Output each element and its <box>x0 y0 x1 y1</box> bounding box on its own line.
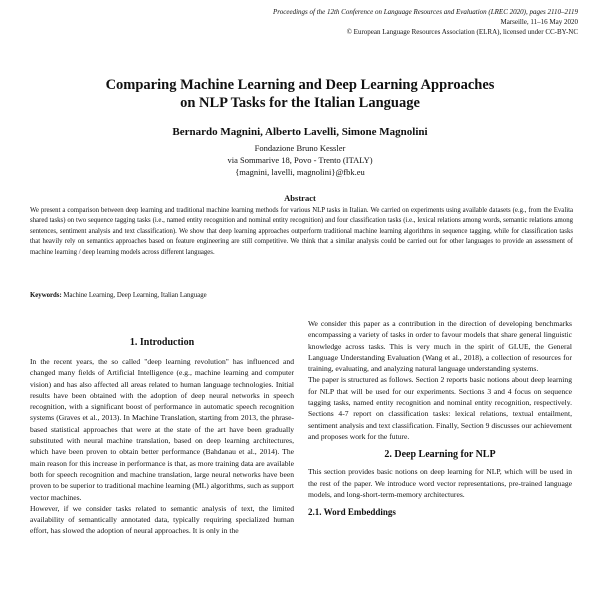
copyright-line: © European Language Resources Association (ELRA), licensed under CC-BY-NC <box>346 28 578 36</box>
keywords <box>30 291 573 301</box>
affiliation-block <box>80 142 520 178</box>
proceedings-line: Proceedings of the 12th Conference on Language Resources and Evaluation (LREC 2020), pages 2110–2119 <box>273 8 578 16</box>
right-paragraph-1: We consider this paper as a contribution in the direction of developing benchmarks encompassing a variety of tasks in order to favour models that share general linguistic knowledge across tasks. This is very much in the spirit of GLUE, the General Language Understanding Evaluation (Wang et al., 2018), a collection of resources for training, evaluating, and analyzing natural language understanding systems. <box>308 319 572 374</box>
address: via Sommarive 18, Povo - Trento (ITALY) <box>227 155 373 165</box>
abstract-text: We present a comparison between deep learning and traditional machine learning methods for various NLP tasks in Italian. We carried on experiments using available datasets (e.g., from the Evalita shared tasks) on two sequence tagging tasks (i.e., named entity recognition and nominal entity recognition) and four classification tasks (i.e., lexical relations among words, semantic relations among sentences, sentiment analysis and text classification). We show that deep learning approaches outperform traditional machine learning algorithms in sequence tagging, while for classification tasks that heavily rely on semantics approaches based on feature engineering are still competitive. We think that a similar analysis could be carried out for other languages to provide an assessment of machine learning / deep learning models across different languages. <box>30 207 573 256</box>
right-column <box>308 318 572 519</box>
proceedings-header <box>178 7 578 37</box>
section-heading-introduction: 1. Introduction <box>129 337 195 348</box>
right-paragraph-3: This section provides basic notions on deep learning for NLP, which will be used in the rest of the paper. We introduce word vector representations, pre-trained language models, and long-short-term-memory architectures. <box>308 467 572 499</box>
title-line-2: on NLP Tasks for the Italian Language <box>180 95 420 111</box>
keywords-text: Machine Learning, Deep Learning, Italian Language <box>63 292 207 299</box>
intro-paragraph-2: However, if we consider tasks related to semantic analysis of text, the limited availability of semantically annotated data, typically requiring specialized human effort, has slowed the adoption of neural approaches. It is only in the <box>30 503 294 536</box>
keywords-label: Keywords: <box>30 292 62 299</box>
intro-paragraph-1: In the recent years, the so called "deep learning revolution" has influenced and changed many fields of Artificial Intelligence (e.g., machine learning and computer vision) and has also affected all areas related to human language technologies. Initial results have been obtained with the adoption of deep neural networks in speech recognition, with a significant boost of performance in automatic speech recognition systems (Graves et al., 2013). In Machine Translation, starting from 2013, the phrase-based statistical approaches that were at the state of the art have been gradually substituted with neural machine translation, based on deep learning architectures, which have been proven to obtain better performance (Bahdanau et al., 2014). The main reason for this increase in performance is that, as more training data are available both for speech recognition and machine translation, large neural networks have been proven to be superior to traditional machine learning (ML) algorithms, such as support vector machines. <box>30 357 294 502</box>
title-line-1: Comparing Machine Learning and Deep Learning Approaches <box>105 77 495 93</box>
section-heading-deep-learning: 2. Deep Learning for NLP <box>384 449 496 461</box>
left-column <box>30 336 294 537</box>
affiliation: Fondazione Bruno Kessler <box>254 143 346 153</box>
location-date-line: Marseille, 11–16 May 2020 <box>500 18 578 26</box>
paper-title <box>60 76 540 112</box>
abstract-heading: Abstract <box>284 193 316 203</box>
emails: {magnini, lavelli, magnolini}@fbk.eu <box>235 167 365 177</box>
right-paragraph-2: The paper is structured as follows. Section 2 reports basic notions about deep learning for NLP that will be used for our experiments. Sections 3 and 4 focus on sequence tagging tasks, named entity recognition and nominal entity recognition, respectively. Sections 4-7 report on classification tasks: lexical relations, textual entailment, sentiment analysis and text classification. Finally, Section 9 discusses our achievement and proposes work for the future. <box>308 375 572 441</box>
subsection-heading-word-embeddings: 2.1. Word Embeddings <box>308 507 396 518</box>
authors: Bernardo Magnini, Alberto Lavelli, Simone Magnolini <box>172 126 428 138</box>
